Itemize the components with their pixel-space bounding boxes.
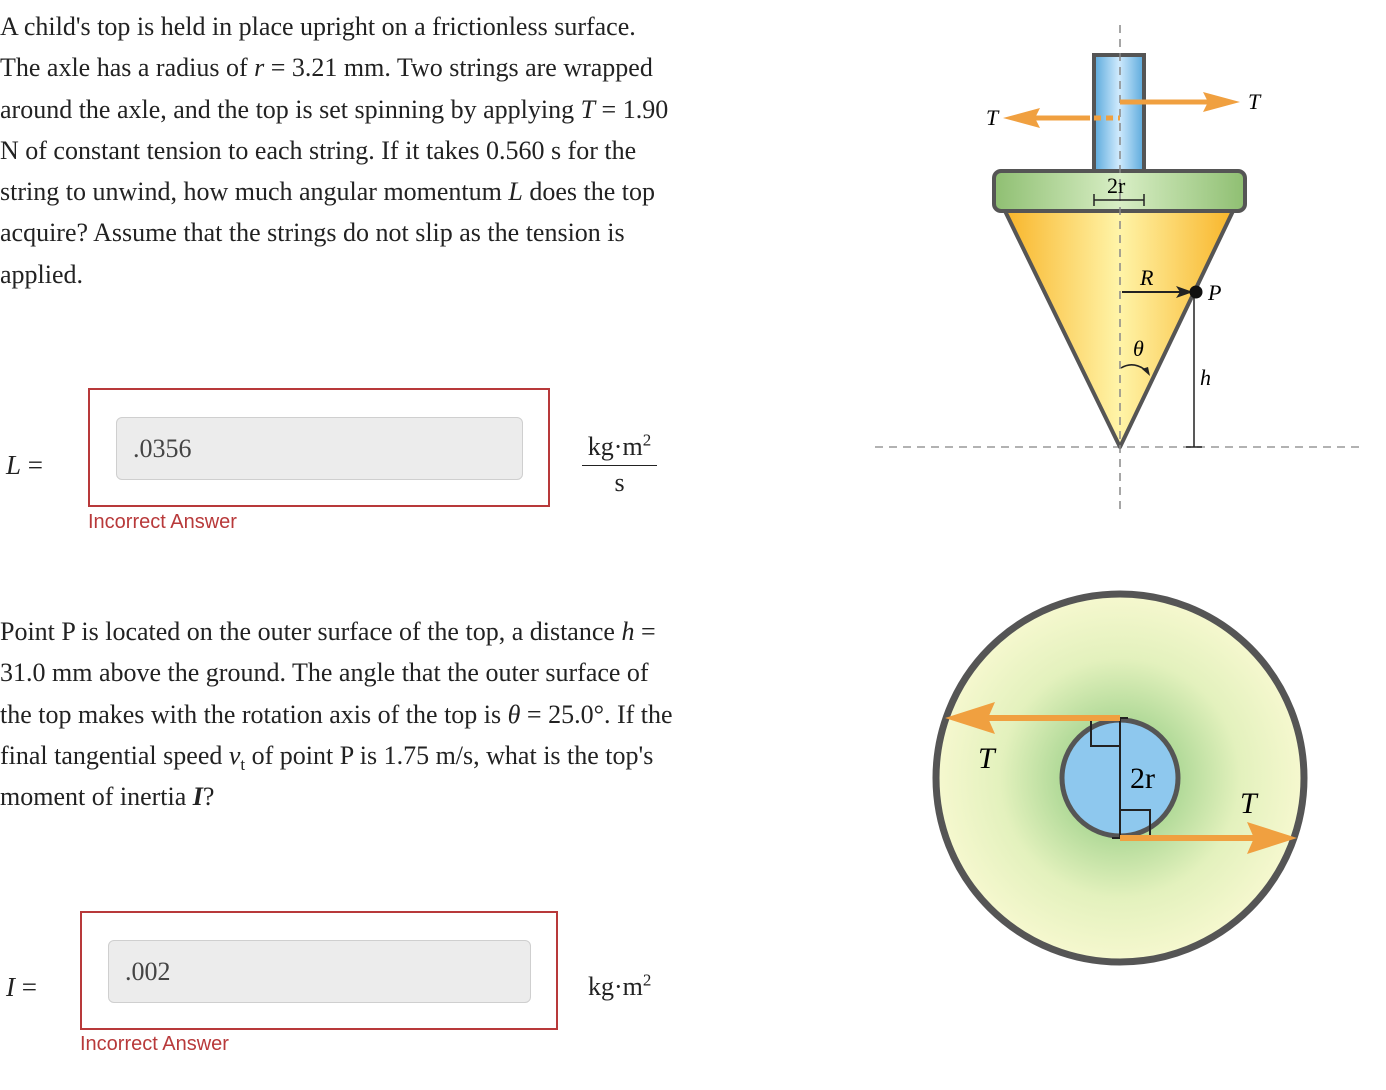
var-v-subscript: t bbox=[240, 755, 246, 775]
axle bbox=[1094, 55, 1144, 173]
label-T-top-right: T bbox=[1240, 787, 1257, 820]
answer-2-label: I = bbox=[6, 972, 37, 1002]
answer-2-feedback: Incorrect Answer bbox=[80, 1033, 229, 1055]
top-view-diagram bbox=[920, 585, 1320, 985]
question-1-text: A child's top is held in place upright on a frictionless surface. The axle has a radius of r = 3.21 mm. Two strings are wrapped around the axle, and the top is set spinning by applying T = 1.90 N of constant tension to each string. If it takes 0.560 s for the string to unwind, how much angular momentum L does the top acquire? Assume that the strings do not slip as the tension is applied. bbox=[0, 12, 669, 289]
label-T-right: T bbox=[1248, 89, 1261, 114]
answer-2-input[interactable]: .002 bbox=[108, 940, 531, 1003]
label-theta: θ bbox=[1133, 336, 1144, 361]
arrow-left-icon bbox=[1003, 108, 1040, 128]
var-I: I bbox=[192, 782, 203, 812]
var-theta: θ bbox=[507, 699, 521, 729]
unit-denominator: s bbox=[582, 465, 657, 498]
point-P bbox=[1190, 286, 1203, 299]
var-r: r bbox=[254, 53, 265, 83]
answer-1-label: L = bbox=[6, 450, 44, 480]
label-P: P bbox=[1208, 280, 1222, 305]
cone-body bbox=[1005, 211, 1233, 447]
arrow-right-icon bbox=[1203, 92, 1240, 112]
label-R: R bbox=[1140, 265, 1154, 290]
var-T: T bbox=[580, 94, 596, 124]
label-2r-top: 2r bbox=[1130, 762, 1155, 795]
label-2r: 2r bbox=[1107, 173, 1126, 198]
label-T-top-left: T bbox=[978, 742, 995, 775]
label-h: h bbox=[1200, 365, 1211, 390]
side-view-diagram bbox=[860, 20, 1380, 520]
var-L: L bbox=[508, 177, 523, 207]
label-T-left: T bbox=[986, 105, 999, 130]
question-2-text: Point P is located on the outer surface of the top, a distance h = 31.0 mm above the ground. The angle that the outer surface of the top makes with the rotation axis of the top is θ = 25.0°. If the final tangential speed $v_t$ of point P is 1.75 m/s, what is the top's moment of inertia I? bbox=[0, 617, 673, 812]
answer-2-unit: $kg\cdot m^2$ bbox=[588, 970, 652, 1001]
answer-1-feedback: Incorrect Answer bbox=[88, 511, 237, 533]
answer-2-box bbox=[80, 911, 558, 1030]
var-h: h bbox=[621, 617, 635, 646]
answer-1-input[interactable]: .0356 bbox=[116, 417, 523, 480]
answer-1-box bbox=[88, 388, 550, 507]
var-v: v bbox=[228, 740, 241, 770]
answer-1-unit bbox=[582, 432, 657, 498]
unit-numerator: $kg\cdot m^2$ bbox=[587, 430, 652, 461]
